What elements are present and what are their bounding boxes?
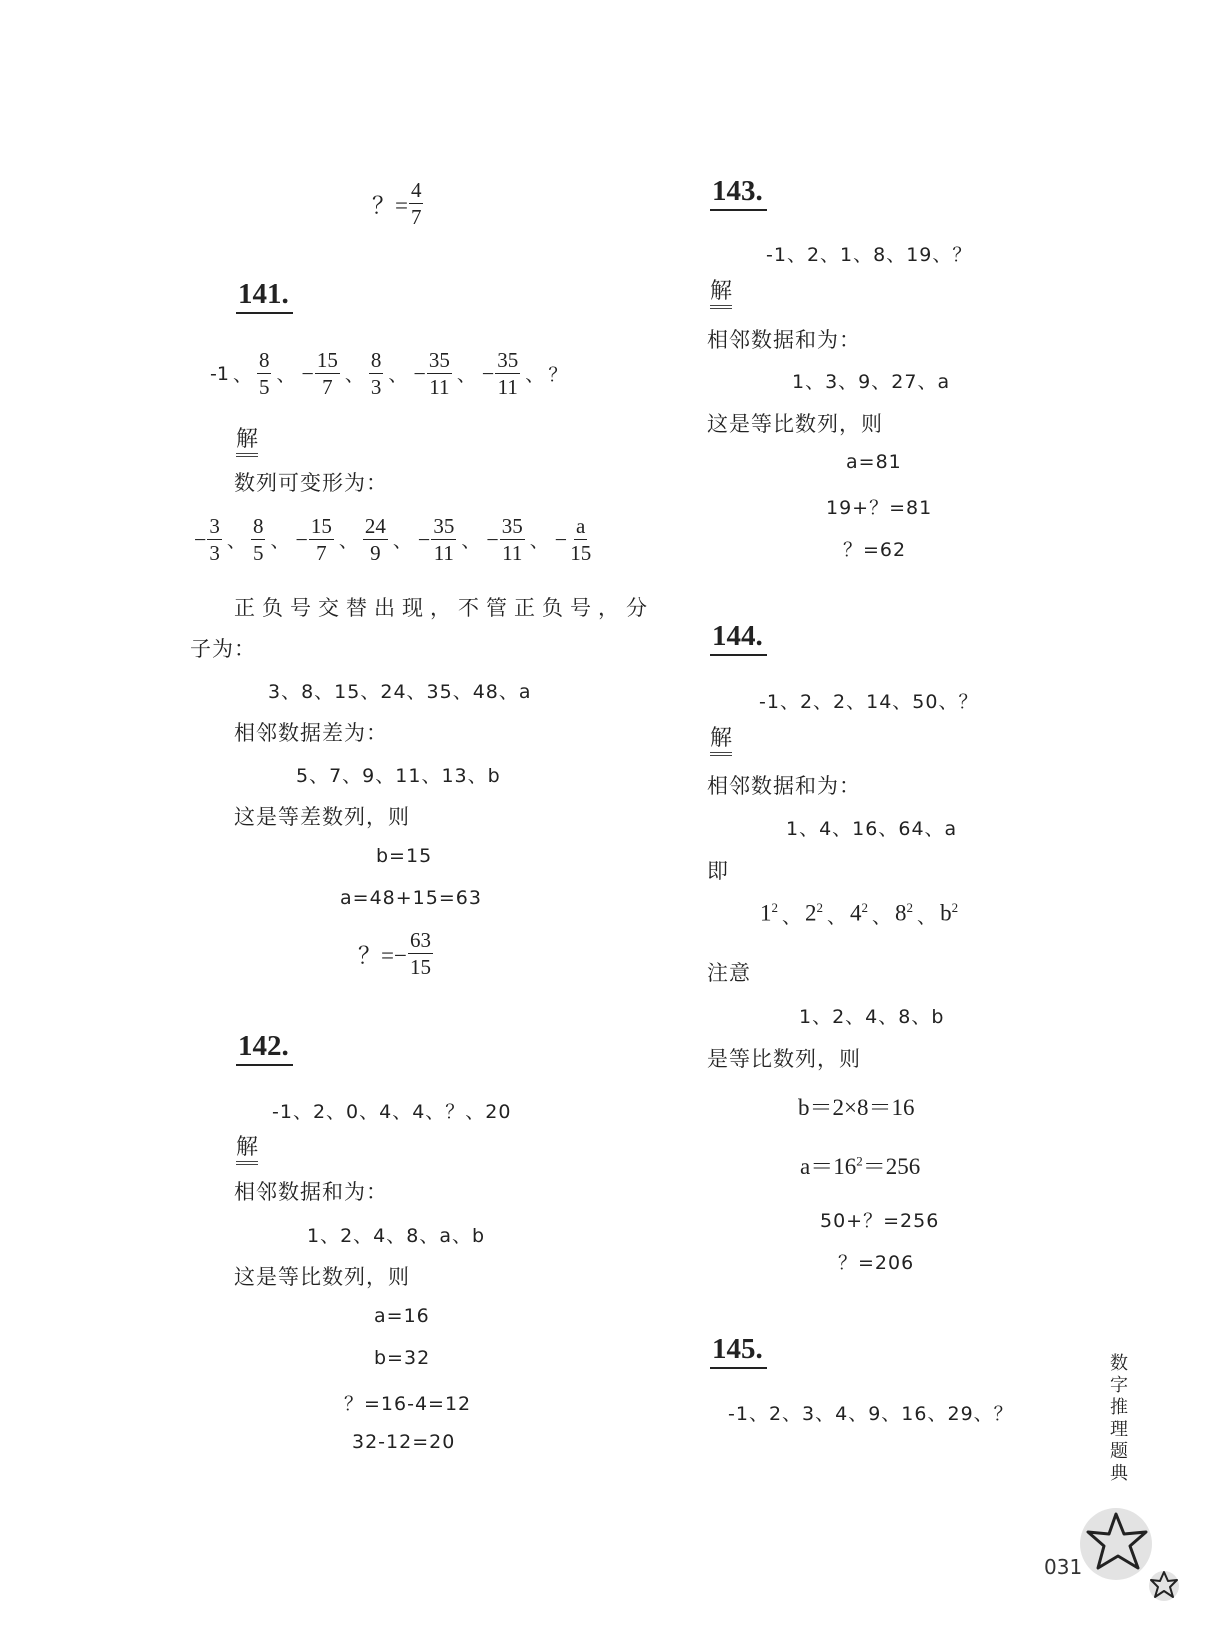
- denominator: 7: [322, 375, 333, 399]
- equation: ？=16-4=12: [344, 1393, 472, 1415]
- separator: 、: [392, 530, 412, 552]
- separator: 、: [344, 364, 364, 386]
- solution-label: 解: [710, 280, 732, 309]
- powers-line: [760, 900, 958, 929]
- denominator: 7: [410, 205, 422, 229]
- denominator: 11: [502, 541, 523, 565]
- sequence-line: 3、8、15、24、35、48、a: [268, 681, 532, 703]
- power-base: 2: [805, 900, 817, 926]
- fraction-term: [500, 514, 525, 565]
- question-number-142: 142.: [236, 1030, 293, 1066]
- equation: 19+？=81: [826, 497, 933, 519]
- equation: a=81: [846, 451, 902, 473]
- power-base: b: [940, 900, 952, 926]
- separator: 、: [782, 905, 802, 928]
- fraction-term: [568, 514, 593, 565]
- solution-label: 解: [236, 428, 258, 457]
- star-backdrop-small: [1149, 1571, 1179, 1601]
- q141-transformed-sequence: [192, 514, 594, 565]
- sequence-line: 1、3、9、27、a: [792, 371, 951, 393]
- numerator: 24: [364, 514, 386, 538]
- text-line: 相邻数据和为：: [707, 328, 861, 352]
- sequence-line: -1、2、2、14、50、？: [759, 691, 979, 713]
- numerator: 63: [409, 928, 431, 952]
- solution-label: 解: [710, 727, 732, 756]
- equation: a=48+15=63: [340, 887, 482, 909]
- denominator: 7: [316, 541, 327, 565]
- exponent: 2: [771, 900, 778, 915]
- answer-prefix: ？=: [372, 193, 408, 218]
- equation-part: a＝16: [800, 1154, 857, 1179]
- exponent: 2: [906, 900, 914, 915]
- separator: 、: [226, 530, 246, 552]
- minus-sign: −: [554, 526, 568, 552]
- sequence-line: -1、2、3、4、9、16、29、？: [728, 1403, 1014, 1425]
- sequence-line: 1、2、4、8、a、b: [307, 1225, 486, 1247]
- text-line: 即: [707, 859, 729, 883]
- solution-label: 解: [236, 1136, 258, 1165]
- q141-answer: [358, 928, 434, 979]
- text-line: 相邻数据和为：: [707, 774, 861, 798]
- separator: 、: [232, 364, 252, 386]
- text-line: 注意: [707, 961, 751, 985]
- seq-term: ？: [548, 364, 568, 386]
- separator: 、: [872, 905, 892, 928]
- fraction-term: [363, 514, 388, 565]
- exponent: 2: [951, 900, 959, 915]
- fraction-term: [309, 514, 334, 565]
- minus-sign: −: [295, 526, 308, 552]
- equation-power: [800, 1148, 920, 1181]
- fraction-term: [431, 514, 456, 565]
- denominator: 11: [433, 541, 454, 565]
- numerator: a: [576, 514, 586, 538]
- star-backdrop: [1080, 1508, 1152, 1580]
- exponent: 2: [861, 900, 869, 915]
- denominator: 15: [409, 955, 431, 979]
- question-number-145: 145.: [710, 1333, 767, 1369]
- exponent: 2: [816, 900, 824, 915]
- sequence-line: 1、4、16、64、a: [786, 818, 958, 840]
- numerator: 8: [370, 348, 382, 372]
- fraction-term: [207, 514, 222, 565]
- minus-sign: −: [481, 360, 495, 386]
- answer-fraction: [408, 928, 433, 979]
- equation: 50+？=256: [820, 1210, 940, 1232]
- text-line: 子为：: [190, 637, 256, 661]
- separator: 、: [338, 530, 358, 552]
- minus-sign: −: [413, 360, 426, 386]
- question-number-141: 141.: [236, 278, 293, 314]
- numerator: 35: [428, 348, 450, 372]
- sequence-line: 1、2、4、8、b: [799, 1006, 945, 1028]
- numerator: 8: [258, 348, 270, 372]
- denominator: 9: [370, 541, 381, 565]
- separator: 、: [270, 530, 290, 552]
- numerator: 3: [209, 514, 220, 538]
- q141-sequence: [210, 348, 567, 399]
- text-line: 相邻数据差为：: [234, 721, 388, 745]
- separator: 、: [388, 364, 408, 386]
- exponent: 2: [856, 1153, 863, 1169]
- equation: ？=62: [843, 539, 907, 561]
- equation: b=32: [374, 1347, 431, 1369]
- fraction-term: [427, 348, 452, 399]
- equation: b＝2×8＝16: [798, 1095, 915, 1120]
- sequence-line: -1、2、0、4、4、？、20: [272, 1101, 512, 1123]
- minus-sign: −: [486, 526, 499, 552]
- equation: 32-12=20: [352, 1431, 456, 1453]
- denominator: 3: [209, 541, 220, 565]
- numerator: 8: [252, 514, 264, 538]
- fraction-term: [315, 348, 340, 399]
- separator: 、: [525, 364, 545, 386]
- separator: 、: [276, 364, 296, 386]
- numerator: 15: [310, 514, 332, 538]
- sequence-line: -1、2、1、8、19、？: [766, 244, 973, 266]
- numerator: 35: [433, 514, 455, 538]
- numerator: 4: [410, 178, 422, 202]
- text-line: 相邻数据和为：: [234, 1180, 388, 1204]
- denominator: 5: [258, 375, 270, 399]
- denominator: 11: [429, 375, 450, 399]
- seq-term: -1: [210, 362, 229, 385]
- separator: 、: [529, 530, 549, 552]
- minus-sign: −: [417, 526, 431, 552]
- fraction-term: [251, 514, 266, 565]
- fraction-term: [257, 348, 272, 399]
- denominator: 3: [370, 375, 382, 399]
- equation: b=15: [376, 845, 433, 867]
- question-number-144: 144.: [710, 620, 767, 656]
- answer-fraction: [409, 178, 424, 229]
- question-number-143: 143.: [710, 175, 767, 211]
- denominator: 15: [570, 541, 592, 565]
- top-answer: [372, 178, 424, 229]
- separator: 、: [461, 530, 481, 552]
- text-line: 这是等比数列，则: [707, 412, 883, 436]
- separator: 、: [917, 905, 937, 928]
- equation: ？=206: [838, 1252, 915, 1274]
- page-number: 031: [1044, 1555, 1083, 1579]
- equation-part: ＝256: [862, 1154, 921, 1179]
- numerator: 35: [497, 348, 519, 372]
- denominator: 5: [252, 541, 264, 565]
- text-line: 是等比数列，则: [707, 1047, 861, 1071]
- power-base: 8: [895, 900, 907, 926]
- star-decoration-icon: [1076, 1502, 1180, 1602]
- power-base: 1: [760, 900, 772, 926]
- denominator: 11: [497, 375, 518, 399]
- text-line: 这是等比数列，则: [234, 1265, 410, 1289]
- side-book-title: 数字推理题典: [1110, 1353, 1128, 1484]
- text-line: 数列可变形为：: [234, 471, 388, 495]
- minus-sign: −: [194, 526, 207, 552]
- fraction-term: [369, 348, 384, 399]
- text-line: 正负号交替出现，不管正负号，分: [234, 596, 654, 620]
- numerator: 35: [501, 514, 523, 538]
- separator: 、: [827, 905, 847, 928]
- numerator: 15: [316, 348, 338, 372]
- answer-prefix: ？=−: [358, 943, 407, 968]
- power-base: 4: [850, 900, 862, 926]
- separator: 、: [456, 364, 476, 386]
- text-line: 这是等差数列，则: [234, 805, 410, 829]
- minus-sign: −: [301, 360, 314, 386]
- equation: a=16: [374, 1305, 430, 1327]
- sequence-line: 5、7、9、11、13、b: [296, 765, 501, 787]
- fraction-term: [495, 348, 520, 399]
